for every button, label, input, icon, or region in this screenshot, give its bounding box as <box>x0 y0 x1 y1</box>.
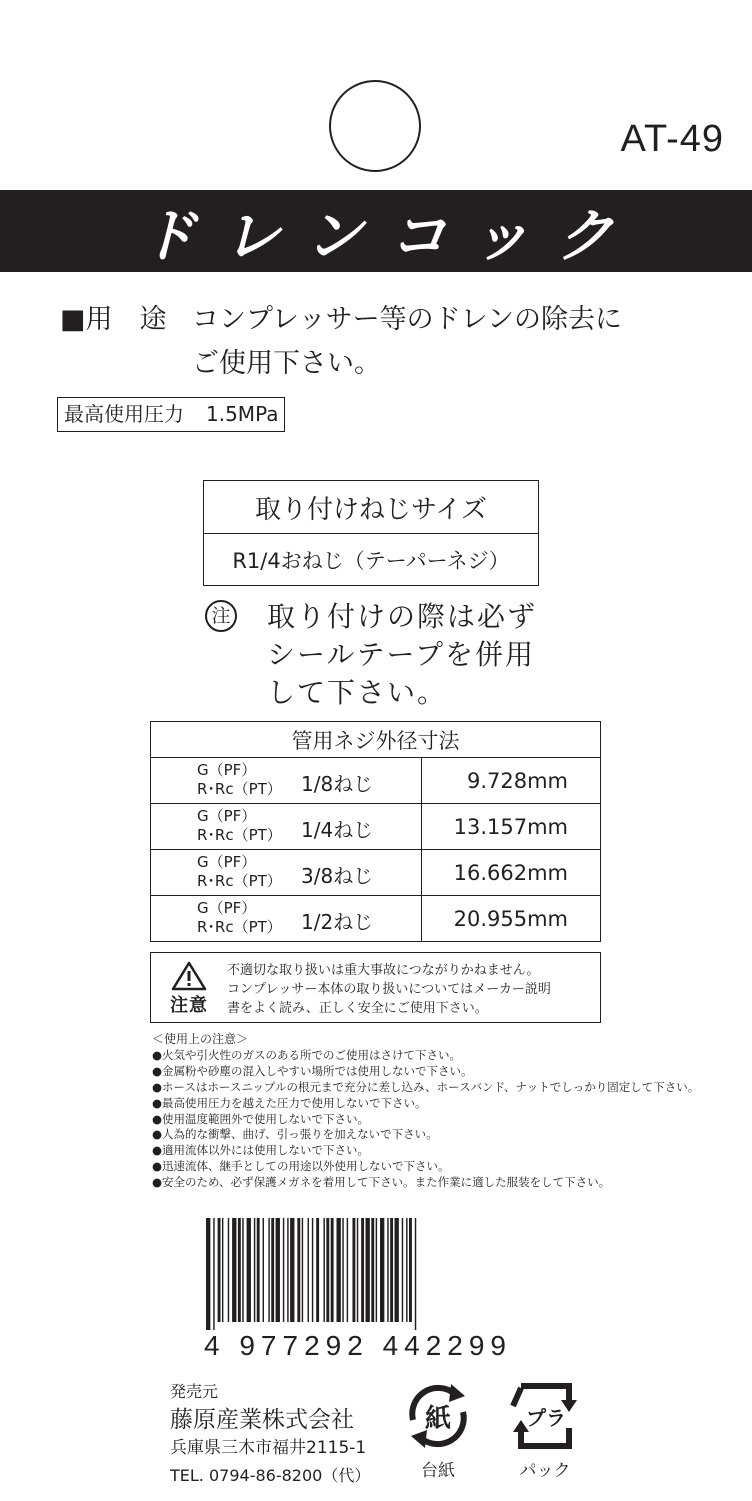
barcode-number: 4 977292 442299 <box>204 1330 512 1361</box>
plastic-caption: パック <box>519 1461 571 1481</box>
dimension-table-heading: 管用ネジ外径寸法 <box>151 722 601 758</box>
usage-notes-heading: ＜使用上の注意＞ <box>152 1032 249 1046</box>
diameter-cell: 20.955mm <box>422 896 601 942</box>
std-r: R･Rc（PT） <box>197 918 282 936</box>
thread-size-cell: 1/4ねじ <box>301 818 374 842</box>
publisher-info <box>170 1378 370 1490</box>
thread-size-cell: 1/2ねじ <box>301 910 374 934</box>
table-row <box>151 758 601 804</box>
install-note-line: シールテープを併用 <box>267 638 536 671</box>
thread-size-cell: 1/8ねじ <box>301 772 374 796</box>
thread-size-box <box>203 480 539 586</box>
note-item: ●金属粉や砂塵の混入しやすい場所では使用しないで下さい。 <box>152 1063 473 1078</box>
max-pressure-value: 1.5MPa <box>206 402 279 426</box>
max-pressure-box <box>57 397 285 432</box>
dimension-table <box>150 721 601 942</box>
paper-recycle-icon <box>399 1380 477 1452</box>
table-row <box>151 896 601 942</box>
note-item: ●人為的な衝撃、曲げ、引っ張りを加えないで下さい。 <box>152 1127 438 1142</box>
diameter-cell: 16.662mm <box>422 850 601 896</box>
usage-notes <box>152 1032 699 1191</box>
std-r: R･Rc（PT） <box>197 826 282 844</box>
usage-line-2: ご使用下さい。 <box>192 348 381 379</box>
std-g: G（PF） <box>197 807 257 825</box>
warning-line: 不適切な取り扱いは重大事故につながりかねません。 <box>227 963 540 978</box>
publisher-label: 発売元 <box>170 1382 219 1401</box>
publisher-tel: TEL. 0794-86-8200（代） <box>170 1466 371 1485</box>
thread-size-heading: 取り付けねじサイズ <box>204 481 538 534</box>
diameter-cell: 13.157mm <box>422 804 601 850</box>
note-item: ●ホースはホースニップルの根元まで充分に差し込み、ホースバンド、ナットでしっかり固定して下さい。 <box>152 1079 700 1094</box>
note-item: ●迅速流体、継手としての用途以外使用しないで下さい。 <box>152 1159 450 1174</box>
thread-size-value: R1/4おねじ（テーパーネジ） <box>232 549 510 573</box>
install-note-line: 取り付けの際は必ず <box>267 600 538 633</box>
table-row <box>151 850 601 896</box>
hang-hole <box>329 80 421 172</box>
barcode-bars <box>204 1218 534 1330</box>
std-r: R･Rc（PT） <box>197 872 282 890</box>
usage-label: ■用 途 <box>60 304 167 335</box>
model-number: AT-49 <box>620 118 724 160</box>
std-r: R･Rc（PT） <box>197 780 282 798</box>
warning-line: コンプレッサー本体の取り扱いについてはメーカー説明 <box>227 982 551 997</box>
barcode <box>204 1218 534 1361</box>
note-mark-icon: 注 <box>205 600 237 632</box>
plastic-recycle-mark <box>500 1380 590 1481</box>
warning-box <box>150 952 601 1023</box>
install-note-line: して下さい。 <box>267 676 448 709</box>
std-g: G（PF） <box>197 761 257 779</box>
warning-triangle-icon <box>171 961 207 991</box>
max-pressure-label: 最高使用圧力 <box>64 402 184 426</box>
std-g: G（PF） <box>197 853 257 871</box>
note-item: ●最高使用圧力を越えた圧力で使用しないで下さい。 <box>152 1095 427 1110</box>
product-title: ドレンコック <box>138 202 640 270</box>
note-item: ●火気や引火性のガスのある所でのご使用はさけて下さい。 <box>152 1047 462 1062</box>
title-band <box>0 190 752 272</box>
plastic-symbol: プラ <box>526 1406 566 1430</box>
usage-line-1: コンプレッサー等のドレンの除去に <box>192 304 622 335</box>
std-g: G（PF） <box>197 899 257 917</box>
note-item: ●適用流体以外には使用しないで下さい。 <box>152 1143 370 1158</box>
install-note <box>205 598 537 712</box>
note-item: ●使用温度範囲外で使用しないで下さい。 <box>152 1111 370 1126</box>
publisher-company: 藤原産業株式会社 <box>170 1407 354 1433</box>
warning-line: 書をよく読み、正しく安全にご使用下さい。 <box>227 1001 488 1016</box>
thread-size-cell: 3/8ねじ <box>301 864 374 888</box>
plastic-recycle-icon <box>503 1380 587 1452</box>
usage-section <box>60 298 622 386</box>
table-row <box>151 804 601 850</box>
paper-symbol: 紙 <box>424 1404 452 1434</box>
publisher-address: 兵庫県三木市福井2115-1 <box>170 1438 367 1458</box>
warning-label: 注意 <box>170 995 208 1016</box>
note-item: ●安全のため、必ず保護メガネを着用して下さい。また作業に適した服装をして下さい。 <box>152 1175 611 1190</box>
diameter-cell: 9.728mm <box>422 758 601 804</box>
paper-caption: 台紙 <box>421 1461 455 1481</box>
paper-recycle-mark <box>393 1380 483 1481</box>
